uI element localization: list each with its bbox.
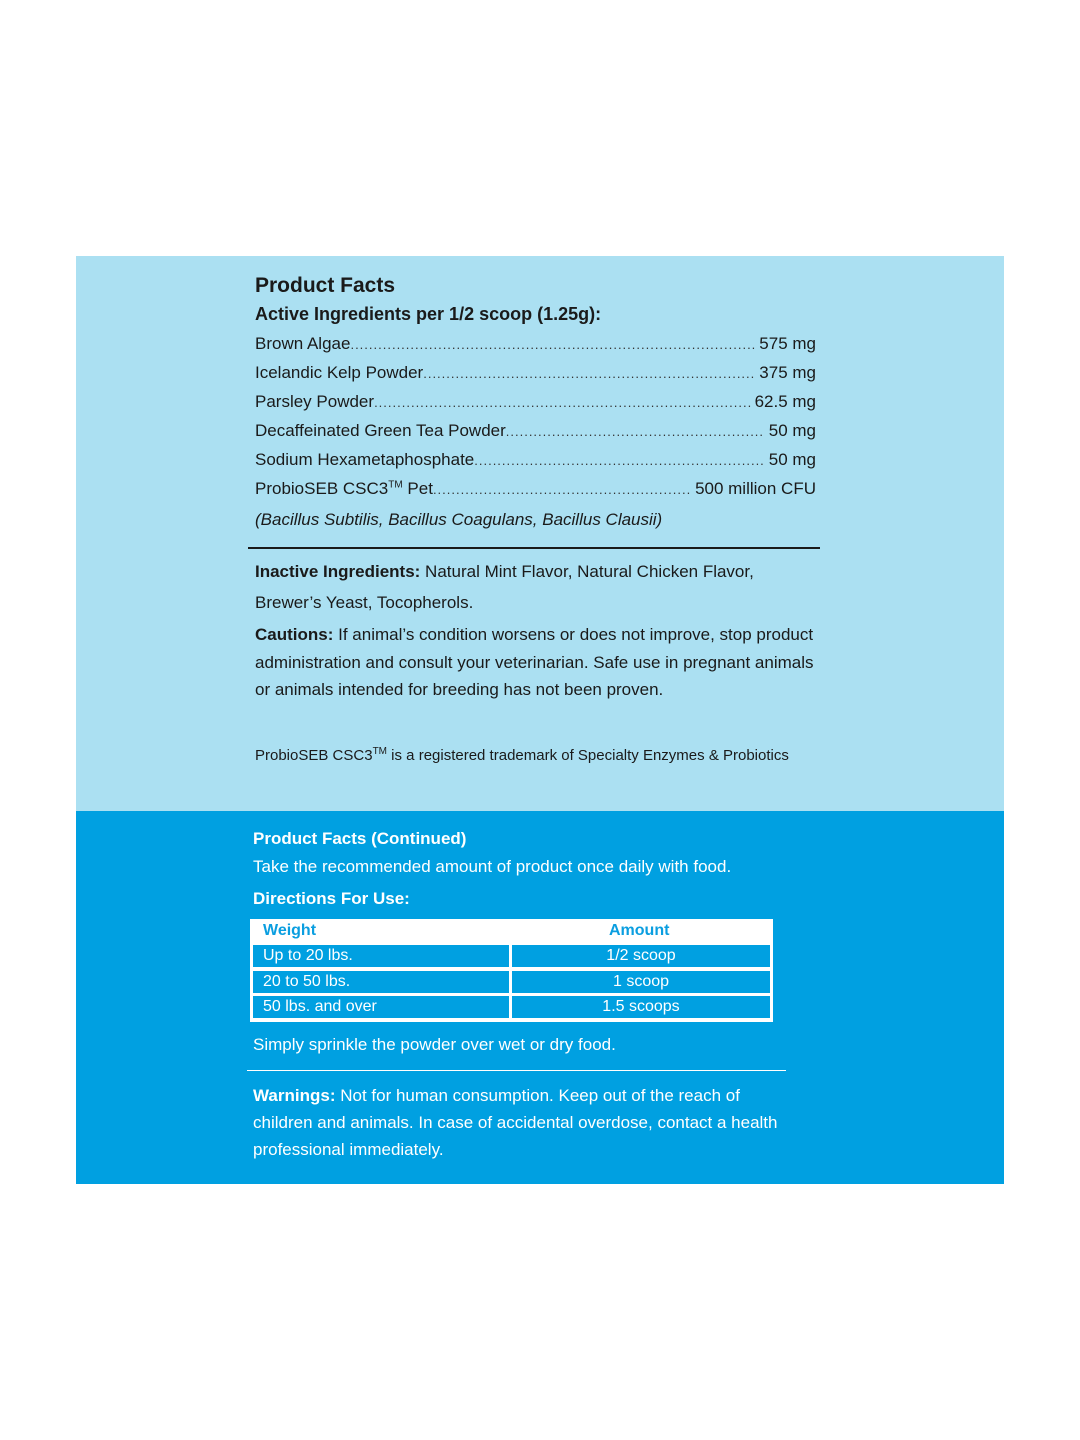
table-cell-weight: 20 to 50 lbs. (253, 971, 509, 993)
ingredient-amount: 50 mg (768, 421, 816, 440)
ingredient-list (255, 334, 816, 508)
table-cell-amount: 1 scoop (512, 971, 770, 993)
inactive-label: Inactive Ingredients: (255, 562, 421, 581)
divider (248, 547, 820, 549)
weight-header: Weight (263, 922, 317, 939)
trademark-prefix: ProbioSEB CSC3 (255, 747, 373, 764)
probiotic-strains: (Bacillus Subtilis, Bacillus Coagulans, Bacillus Clausii) (255, 510, 663, 529)
ingredient-row (255, 450, 816, 479)
dot-leader (423, 366, 755, 381)
table-header (250, 919, 773, 943)
cautions-text: If animal’s condition worsens or does not improve, stop product administration and consult your veterinarian. Safe use in pregnant animals or animals intended for breeding has not been proven. (255, 625, 814, 699)
ingredient-row (255, 421, 816, 450)
dot-leader (350, 337, 755, 352)
product-facts-title: Product Facts (255, 274, 396, 297)
table-cell-weight: 50 lbs. and over (253, 996, 509, 1018)
probiotic-name: ProbioSEB CSC3 (255, 479, 389, 498)
daily-instruction: Take the recommended amount of product once daily with food. (253, 857, 732, 876)
ingredient-row (255, 334, 816, 363)
warnings-label: Warnings: (253, 1086, 336, 1105)
inactive-ingredients (255, 556, 815, 618)
trademark-note (255, 742, 795, 769)
dot-leader (374, 395, 751, 410)
cautions-label: Cautions: (255, 625, 334, 644)
table-cell-amount: 1.5 scoops (512, 996, 770, 1018)
cautions (255, 621, 815, 704)
ingredient-name: Icelandic Kelp Powder (255, 363, 424, 382)
continued-title: Product Facts (Continued) (253, 829, 467, 848)
ingredient-amount: 62.5 mg (754, 392, 816, 411)
dot-leader (506, 424, 765, 439)
ingredient-name (255, 479, 433, 499)
directions-title: Directions For Use: (253, 889, 410, 908)
table-cell-weight: Up to 20 lbs. (253, 945, 509, 967)
dot-leader (433, 482, 691, 497)
inactive-text: Natural Mint Flavor, Natural Chicken Flavor, Brewer’s Yeast, Tocopherols. (255, 562, 754, 612)
ingredient-amount: 375 mg (759, 363, 816, 382)
trademark-text: is a registered trademark of Specialty Enzymes & Probiotics (387, 747, 789, 764)
probiotic-name-suffix: Pet (402, 479, 433, 498)
active-ingredients-title: Active Ingredients per 1/2 scoop (1.25g): (255, 304, 602, 324)
divider (247, 1070, 786, 1071)
sprinkle-instruction: Simply sprinkle the powder over wet or dry food. (253, 1035, 616, 1054)
ingredient-amount: 500 million CFU (695, 479, 816, 498)
warnings (253, 1082, 793, 1163)
ingredient-amount: 50 mg (768, 450, 816, 469)
trademark-mark: TM (372, 746, 388, 757)
ingredient-row (255, 479, 816, 508)
dot-leader (474, 453, 765, 468)
trademark-mark: TM (388, 479, 403, 491)
ingredient-name: Parsley Powder (255, 392, 375, 411)
ingredient-amount: 575 mg (759, 334, 816, 353)
amount-header: Amount (609, 922, 670, 939)
ingredient-row (255, 363, 816, 392)
ingredient-name: Brown Algae (255, 334, 351, 353)
ingredient-name: Sodium Hexametaphosphate (255, 450, 475, 469)
ingredient-row (255, 392, 816, 421)
warnings-text: Not for human consumption. Keep out of the reach of children and animals. In case of accidental overdose, contact a health professional immediately. (253, 1086, 778, 1159)
table-cell-amount: 1/2 scoop (512, 945, 770, 967)
ingredient-name: Decaffeinated Green Tea Powder (255, 421, 506, 440)
directions-table (250, 919, 773, 1022)
